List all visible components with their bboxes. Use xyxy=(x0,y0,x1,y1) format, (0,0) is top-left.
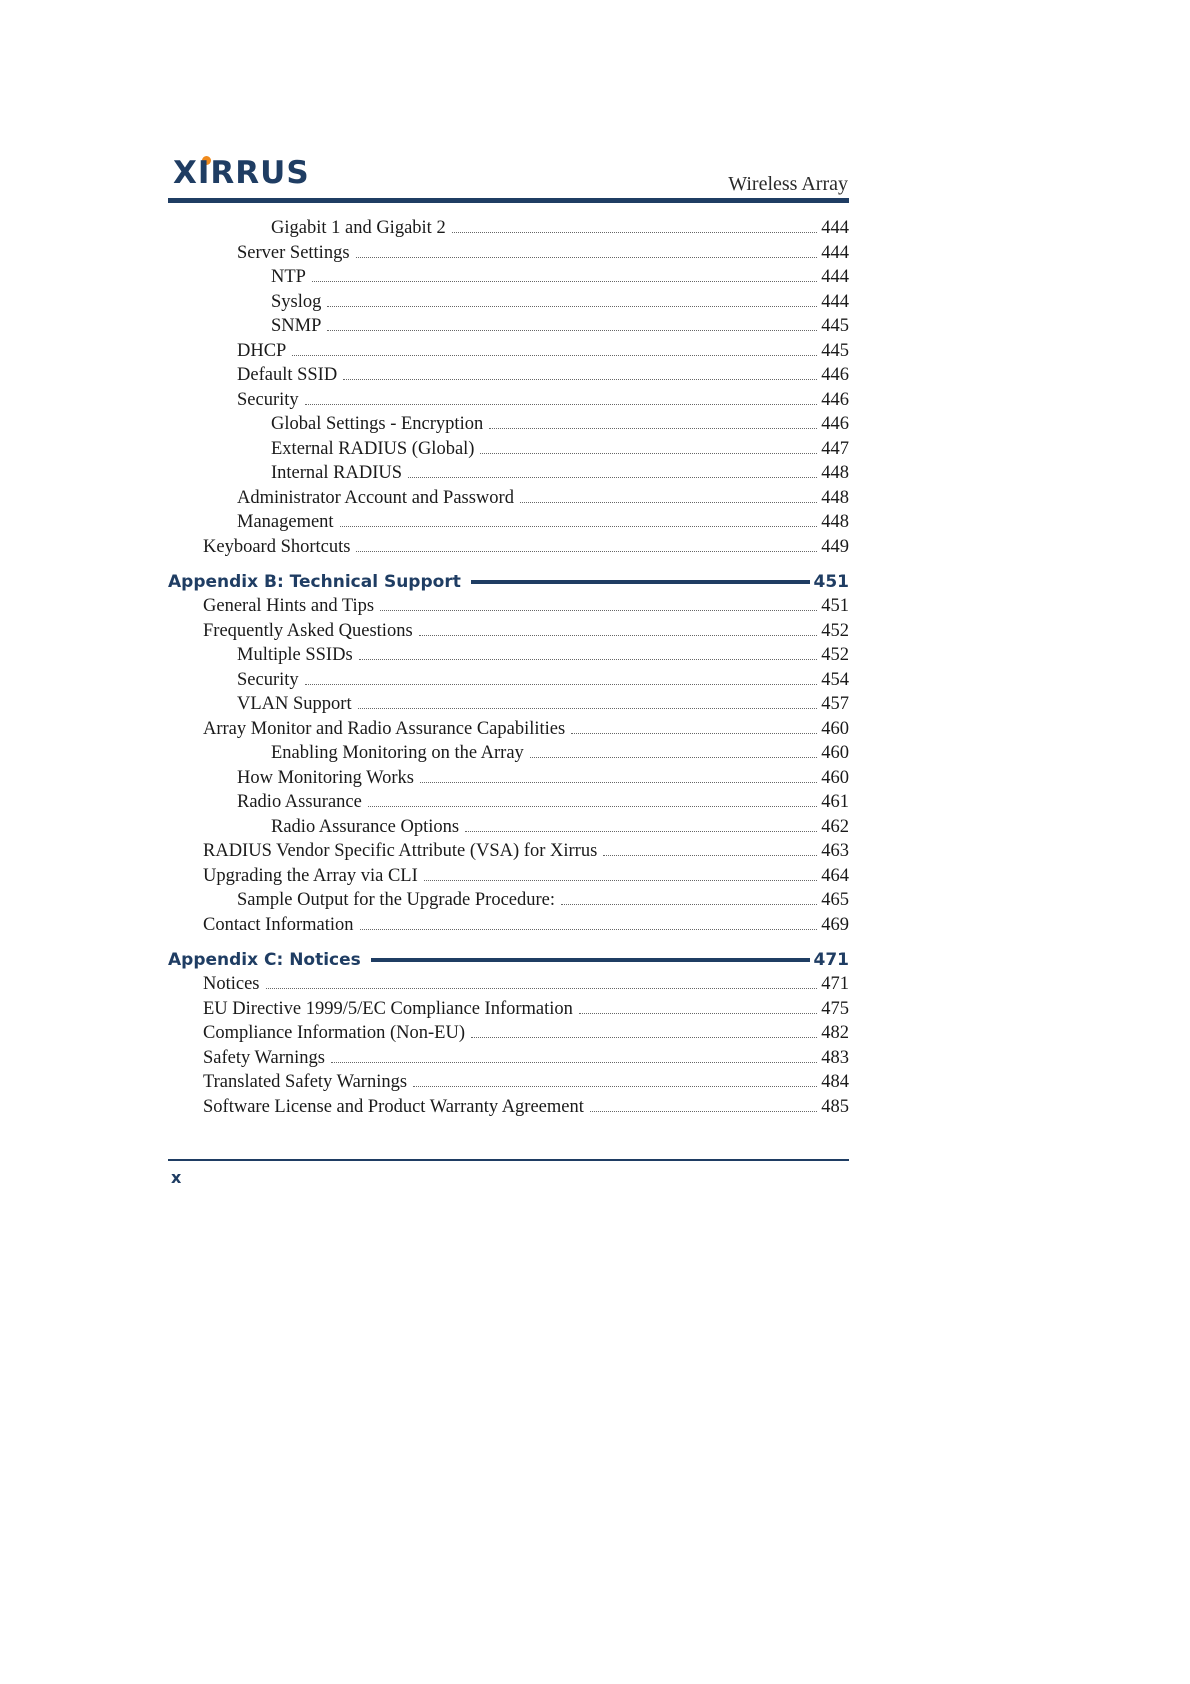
toc-entry-page: 462 xyxy=(821,816,849,837)
toc-entry[interactable] xyxy=(168,314,849,339)
toc-entry[interactable] xyxy=(168,619,849,644)
dot-leader xyxy=(359,659,818,660)
toc-entry-label: Array Monitor and Radio Assurance Capabilities xyxy=(203,718,566,739)
dot-leader xyxy=(292,355,817,356)
toc-entry[interactable] xyxy=(168,888,849,913)
toc-entry[interactable] xyxy=(168,997,849,1022)
toc-entry-label: Security xyxy=(237,669,299,690)
toc-entry-label: Translated Safety Warnings xyxy=(203,1072,408,1092)
toc-entry[interactable] xyxy=(168,643,849,668)
dot-leader xyxy=(424,880,818,881)
toc-entry-page: 444 xyxy=(821,218,849,238)
toc-entry-page: 469 xyxy=(821,914,849,935)
dot-leader xyxy=(465,831,817,832)
toc-entry-page: 444 xyxy=(821,291,849,312)
toc-entry-label: Gigabit 1 and Gigabit 2 xyxy=(271,218,446,238)
toc-entry[interactable] xyxy=(168,839,849,864)
toc-entry[interactable] xyxy=(168,486,849,511)
appendix-c-label: Appendix C: Notices xyxy=(168,949,361,970)
toc-entry[interactable] xyxy=(168,290,849,315)
table-of-contents xyxy=(168,216,849,1119)
toc-entry-page: 463 xyxy=(821,841,849,861)
toc-entry-label: Upgrading the Array via CLI xyxy=(203,865,418,886)
dot-leader xyxy=(340,526,818,527)
toc-entry-label: Software License and Product Warranty Agreement xyxy=(203,1096,584,1117)
header-rule xyxy=(168,198,849,203)
toc-entry-page: 444 xyxy=(821,267,849,287)
toc-entry-page: 454 xyxy=(821,669,849,690)
toc-entry[interactable] xyxy=(168,692,849,717)
toc-entry-label: Global Settings - Encryption xyxy=(271,414,484,434)
dot-leader xyxy=(380,610,817,611)
appendix-c-rule xyxy=(371,958,810,962)
toc-entry[interactable] xyxy=(168,461,849,486)
dot-leader xyxy=(327,306,817,307)
toc-entry-label: Sample Output for the Upgrade Procedure: xyxy=(237,890,556,910)
dot-leader xyxy=(419,635,818,636)
toc-entry-label: Keyboard Shortcuts xyxy=(203,536,351,557)
dot-leader xyxy=(305,404,818,405)
dot-leader xyxy=(408,477,817,478)
toc-entry-page: 465 xyxy=(821,890,849,910)
dot-leader xyxy=(520,502,817,503)
toc-group-1 xyxy=(168,216,849,559)
dot-leader xyxy=(356,551,817,552)
appendix-c-page: 471 xyxy=(813,949,849,970)
footer-rule xyxy=(168,1159,849,1161)
toc-entry[interactable] xyxy=(168,1070,849,1095)
toc-entry-page: 446 xyxy=(821,414,849,434)
toc-entry[interactable] xyxy=(168,668,849,693)
toc-entry-label: Syslog xyxy=(271,291,322,312)
toc-entry-label: General Hints and Tips xyxy=(203,596,375,616)
toc-entry-label: Server Settings xyxy=(237,242,350,263)
dot-leader xyxy=(327,330,817,331)
toc-group-2 xyxy=(168,594,849,937)
dot-leader xyxy=(343,379,817,380)
toc-entry[interactable] xyxy=(168,766,849,791)
toc-entry[interactable] xyxy=(168,1046,849,1071)
dot-leader xyxy=(452,232,818,233)
dot-leader xyxy=(603,855,817,856)
dot-leader xyxy=(266,988,818,989)
toc-entry-page: 448 xyxy=(821,463,849,483)
dot-leader xyxy=(420,782,817,783)
toc-entry-label: NTP xyxy=(271,267,306,287)
toc-entry[interactable] xyxy=(168,790,849,815)
toc-entry-page: 457 xyxy=(821,694,849,714)
toc-entry-page: 445 xyxy=(821,340,849,361)
toc-entry[interactable] xyxy=(168,815,849,840)
dot-leader xyxy=(305,684,818,685)
toc-entry-label: Internal RADIUS xyxy=(271,463,403,483)
dot-leader xyxy=(312,281,817,282)
toc-entry-label: Compliance Information (Non-EU) xyxy=(203,1023,466,1043)
toc-entry-page: 448 xyxy=(821,512,849,532)
dot-leader xyxy=(331,1062,817,1063)
toc-entry-label: Security xyxy=(237,389,299,410)
dot-leader xyxy=(530,757,817,758)
header-title: Wireless Array xyxy=(728,173,848,195)
toc-entry-page: 445 xyxy=(821,316,849,336)
toc-entry-label: Radio Assurance Options xyxy=(271,816,460,837)
brand-logo: XIRRUS xyxy=(173,155,310,191)
dot-leader xyxy=(356,257,818,258)
toc-entry-page: 485 xyxy=(821,1096,849,1117)
appendix-b-heading[interactable] xyxy=(168,569,849,594)
toc-entry-page: 449 xyxy=(821,536,849,557)
page-number: x xyxy=(171,1168,182,1187)
toc-entry-label: DHCP xyxy=(237,340,287,361)
toc-entry-page: 471 xyxy=(821,974,849,994)
toc-entry[interactable] xyxy=(168,972,849,997)
toc-entry-page: 452 xyxy=(821,620,849,641)
toc-entry-label: Multiple SSIDs xyxy=(237,645,353,665)
toc-entry[interactable] xyxy=(168,510,849,535)
toc-entry[interactable] xyxy=(168,437,849,462)
toc-entry-label: EU Directive 1999/5/EC Compliance Information xyxy=(203,998,573,1019)
toc-entry-page: 460 xyxy=(821,718,849,739)
toc-entry-label: Administrator Account and Password xyxy=(237,487,514,508)
toc-entry-label: Frequently Asked Questions xyxy=(203,620,413,641)
toc-entry[interactable] xyxy=(168,594,849,619)
appendix-c-heading[interactable] xyxy=(168,947,849,972)
toc-entry[interactable] xyxy=(168,241,849,266)
toc-entry-page: 482 xyxy=(821,1023,849,1043)
toc-entry-label: Default SSID xyxy=(237,365,338,385)
appendix-b-label: Appendix B: Technical Support xyxy=(168,571,461,592)
toc-entry-page: 444 xyxy=(821,242,849,263)
dot-leader xyxy=(489,428,817,429)
dot-leader xyxy=(480,453,817,454)
toc-entry[interactable] xyxy=(168,363,849,388)
toc-entry[interactable] xyxy=(168,741,849,766)
toc-entry-page: 460 xyxy=(821,743,849,763)
toc-entry[interactable] xyxy=(168,388,849,413)
toc-entry[interactable] xyxy=(168,265,849,290)
toc-entry[interactable] xyxy=(168,216,849,241)
toc-entry[interactable] xyxy=(168,913,849,938)
dot-leader xyxy=(358,708,818,709)
toc-entry-page: 448 xyxy=(821,487,849,508)
toc-entry[interactable] xyxy=(168,717,849,742)
toc-entry-page: 452 xyxy=(821,645,849,665)
toc-entry-page: 484 xyxy=(821,1072,849,1092)
toc-entry-label: External RADIUS (Global) xyxy=(271,438,475,459)
appendix-b-page: 451 xyxy=(813,571,849,592)
dot-leader xyxy=(561,904,817,905)
toc-entry-label: Notices xyxy=(203,974,260,994)
toc-entry-label: RADIUS Vendor Specific Attribute (VSA) for Xirrus xyxy=(203,841,598,861)
dot-leader xyxy=(413,1086,817,1087)
toc-entry-label: Enabling Monitoring on the Array xyxy=(271,743,524,763)
toc-entry-label: SNMP xyxy=(271,316,322,336)
toc-entry-label: Contact Information xyxy=(203,914,354,935)
dot-leader xyxy=(368,806,817,807)
toc-entry[interactable] xyxy=(168,339,849,364)
toc-entry[interactable] xyxy=(168,1095,849,1120)
dot-leader xyxy=(590,1111,817,1112)
toc-entry-label: VLAN Support xyxy=(237,694,352,714)
dot-leader xyxy=(360,929,818,930)
toc-entry-label: How Monitoring Works xyxy=(237,767,415,788)
appendix-b-rule xyxy=(471,580,810,584)
toc-entry[interactable] xyxy=(168,864,849,889)
dot-leader xyxy=(579,1013,817,1014)
toc-entry-label: Radio Assurance xyxy=(237,792,362,812)
toc-entry-page: 464 xyxy=(821,865,849,886)
toc-entry[interactable] xyxy=(168,1021,849,1046)
dot-leader xyxy=(571,733,817,734)
dot-leader xyxy=(471,1037,817,1038)
toc-entry-page: 475 xyxy=(821,998,849,1019)
toc-entry-label: Management xyxy=(237,512,334,532)
toc-entry[interactable] xyxy=(168,412,849,437)
toc-group-3 xyxy=(168,972,849,1119)
toc-entry-page: 460 xyxy=(821,767,849,788)
toc-entry-page: 446 xyxy=(821,389,849,410)
toc-entry[interactable] xyxy=(168,535,849,560)
toc-entry-page: 447 xyxy=(821,438,849,459)
toc-entry-label: Safety Warnings xyxy=(203,1047,325,1068)
toc-entry-page: 461 xyxy=(821,792,849,812)
toc-entry-page: 446 xyxy=(821,365,849,385)
toc-entry-page: 483 xyxy=(821,1047,849,1068)
toc-entry-page: 451 xyxy=(821,596,849,616)
